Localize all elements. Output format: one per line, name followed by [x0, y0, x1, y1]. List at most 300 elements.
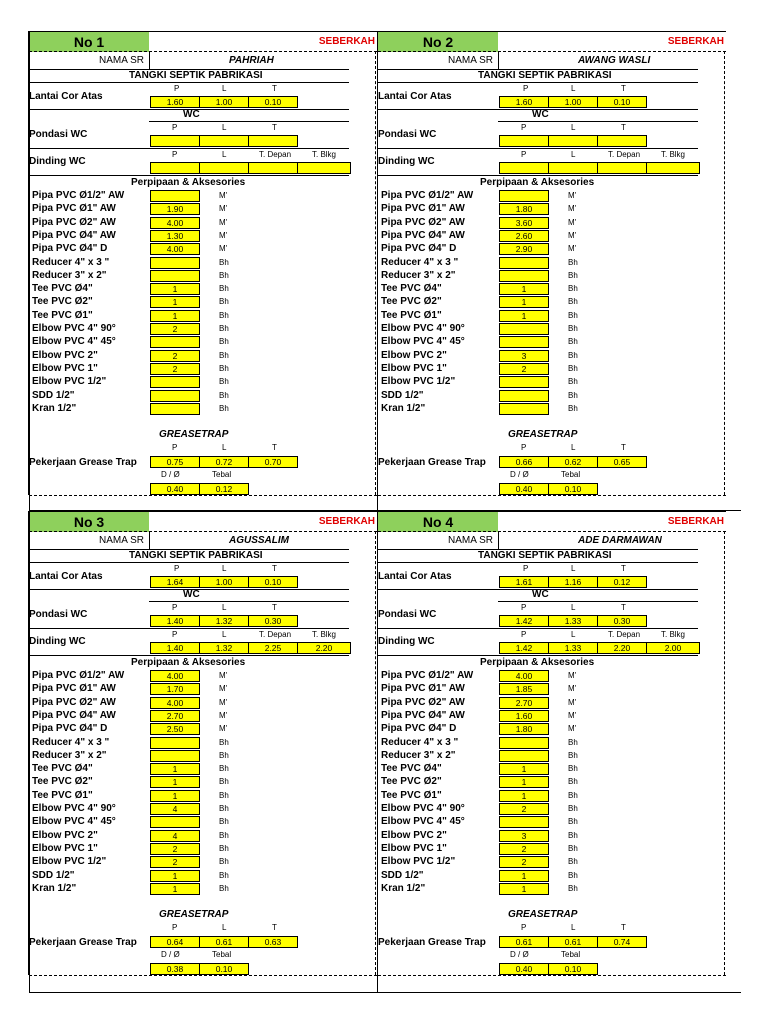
item-row: [29, 202, 329, 215]
grease-t-cell[interactable]: 0.63: [248, 936, 298, 948]
dinding-p-cell[interactable]: [499, 162, 549, 174]
grease-t-cell[interactable]: 0.70: [248, 456, 298, 468]
item-qty-cell[interactable]: 4.00: [499, 670, 549, 682]
grease-do-cell[interactable]: 0.40: [150, 483, 200, 495]
item-qty-cell[interactable]: 4: [150, 830, 200, 842]
pondasi-l-cell[interactable]: 1.33: [548, 615, 598, 627]
grease-p-header: P: [172, 923, 178, 932]
item-row: [378, 349, 678, 362]
grease-tebal-cell[interactable]: 0.10: [548, 483, 598, 495]
item-unit: Bh: [568, 377, 578, 387]
item-qty-cell[interactable]: 1.70: [150, 683, 200, 695]
item-name: Tee PVC Ø1": [32, 309, 93, 321]
item-name: Tee PVC Ø4": [381, 763, 442, 775]
item-unit: Bh: [568, 857, 578, 867]
item-row: [29, 762, 329, 775]
item-row: [378, 682, 678, 695]
item-qty-cell[interactable]: 1.80: [499, 203, 549, 215]
item-qty-cell[interactable]: 1: [150, 790, 200, 802]
item-qty-cell[interactable]: 2: [150, 363, 200, 375]
item-unit: Bh: [219, 350, 229, 360]
grease-tebal-cell[interactable]: 0.12: [199, 483, 249, 495]
item-name: SDD 1/2": [32, 389, 75, 401]
lantai-p-cell[interactable]: 1.60: [150, 96, 200, 108]
seberkah-tag: SEBERKAH: [667, 36, 724, 47]
dinding-p-header: P: [172, 150, 178, 159]
item-row: [378, 815, 678, 828]
item-name: Pipa PVC Ø1/2" AW: [381, 190, 474, 201]
lantai-t-header: T: [621, 564, 626, 573]
item-qty-cell[interactable]: 1: [499, 776, 549, 788]
item-name: Tee PVC Ø1": [381, 309, 442, 321]
grease-do-header: D / Ø: [510, 950, 529, 959]
item-row: [29, 882, 329, 895]
item-name: Pipa PVC Ø4" AW: [381, 229, 465, 241]
grease-tebal-cell[interactable]: 0.10: [548, 963, 598, 975]
item-qty-cell[interactable]: [150, 816, 200, 828]
item-qty-cell[interactable]: 1: [499, 310, 549, 322]
item-qty-cell[interactable]: 2.50: [150, 723, 200, 735]
header-underline: [29, 51, 377, 52]
item-name: Kran 1/2": [381, 882, 426, 894]
item-qty-cell[interactable]: [499, 336, 549, 348]
item-qty-cell[interactable]: 1: [150, 296, 200, 308]
item-row: [378, 709, 678, 722]
item-qty-cell[interactable]: 4.00: [150, 670, 200, 682]
lantai-t-cell[interactable]: 0.10: [597, 96, 647, 108]
grease-t-cell[interactable]: 0.74: [597, 936, 647, 948]
item-row: [29, 335, 329, 348]
item-row: [378, 389, 678, 402]
item-qty-cell[interactable]: [499, 390, 549, 402]
grease-p-header: P: [521, 443, 527, 452]
pondasi-p-cell[interactable]: [150, 135, 200, 147]
pondasi-p-cell[interactable]: [499, 135, 549, 147]
item-qty-cell[interactable]: 3: [499, 830, 549, 842]
item-name: Pipa PVC Ø2" AW: [381, 216, 465, 228]
item-qty-cell[interactable]: 1.80: [499, 723, 549, 735]
item-row: [378, 789, 678, 802]
grease-t-header: T: [621, 443, 626, 452]
lantai-t-cell[interactable]: 0.10: [248, 96, 298, 108]
item-unit: Bh: [219, 790, 229, 800]
item-unit: M': [219, 710, 228, 720]
dinding-tblkg-header: T. Blkg: [661, 630, 686, 639]
dinding-l-header: L: [571, 630, 576, 639]
lantai-p-cell[interactable]: 1.60: [499, 96, 549, 108]
item-name: Pipa PVC Ø4" AW: [381, 709, 465, 721]
block-number: No 3: [29, 512, 149, 532]
item-row: [29, 669, 329, 682]
lantai-label: Lantai Cor Atas: [29, 571, 103, 582]
dinding-tblkg-header: T. Blkg: [661, 150, 686, 159]
item-qty-cell[interactable]: 1: [150, 283, 200, 295]
item-qty-cell[interactable]: 2: [499, 843, 549, 855]
dinding-l-header: L: [571, 150, 576, 159]
dinding-l-cell[interactable]: 1.32: [199, 642, 249, 654]
item-qty-cell[interactable]: 1: [499, 870, 549, 882]
item-unit: Bh: [568, 403, 578, 413]
grease-p-cell[interactable]: 0.61: [499, 936, 549, 948]
item-row: [378, 749, 678, 762]
item-row: [29, 709, 329, 722]
item-qty-cell[interactable]: 2: [150, 843, 200, 855]
customer-name: PAHRIAH: [229, 55, 274, 66]
item-row: [378, 229, 678, 242]
item-row: [29, 269, 329, 282]
item-row: [378, 189, 678, 202]
item-name: Elbow PVC 4" 90°: [32, 323, 116, 334]
item-qty-cell[interactable]: 2: [150, 350, 200, 362]
grease-l-cell[interactable]: 0.61: [199, 936, 249, 948]
pondasi-l-cell[interactable]: [199, 135, 249, 147]
item-qty-cell[interactable]: 2: [150, 323, 200, 335]
dinding-tblkg-cell[interactable]: 2.20: [297, 642, 351, 654]
block-right-border: [724, 531, 725, 975]
dinding-tdepan-header: T. Depan: [259, 630, 292, 639]
item-qty-cell[interactable]: [150, 376, 200, 388]
item-unit: Bh: [568, 270, 578, 280]
grease-l-cell[interactable]: 0.72: [199, 456, 249, 468]
perpipaan-heading: Perpipaan & Aksesories: [480, 657, 595, 668]
item-row: [378, 669, 678, 682]
item-name: Elbow PVC 1": [381, 842, 447, 854]
pondasi-l-cell[interactable]: [548, 135, 598, 147]
item-qty-cell[interactable]: [150, 336, 200, 348]
item-unit: Bh: [568, 870, 578, 880]
item-row: [378, 202, 678, 215]
page-middle-line: [29, 510, 741, 511]
item-qty-cell[interactable]: 1.90: [150, 203, 200, 215]
item-unit: M': [568, 697, 577, 707]
item-unit: Bh: [568, 764, 578, 774]
block-header: [378, 31, 726, 52]
item-qty-cell[interactable]: [150, 390, 200, 402]
wc-underline: [498, 601, 698, 602]
lantai-p-cell[interactable]: 1.64: [150, 576, 200, 588]
item-name: Elbow PVC 4" 90°: [381, 323, 465, 334]
item-name: Tee PVC Ø2": [381, 296, 442, 308]
lantai-p-cell[interactable]: 1.61: [499, 576, 549, 588]
lantai-l-cell[interactable]: 1.00: [199, 96, 249, 108]
item-unit: M': [219, 697, 228, 707]
item-row: [29, 722, 329, 735]
lantai-l-cell[interactable]: 1.00: [199, 576, 249, 588]
item-unit: M': [568, 217, 577, 227]
item-unit: Bh: [568, 843, 578, 853]
lantai-l-cell[interactable]: 1.00: [548, 96, 598, 108]
pondasi-t-cell[interactable]: [597, 135, 647, 147]
item-unit: Bh: [219, 284, 229, 294]
dinding-p-cell[interactable]: 1.42: [499, 642, 549, 654]
tangki-underline: [378, 562, 698, 563]
item-qty-cell[interactable]: 1: [499, 283, 549, 295]
item-qty-cell[interactable]: 1: [150, 310, 200, 322]
item-qty-cell[interactable]: 1: [499, 790, 549, 802]
item-qty-cell[interactable]: 1: [499, 883, 549, 895]
perpipaan-heading: Perpipaan & Aksesories: [131, 177, 246, 188]
dinding-p-header: P: [521, 630, 527, 639]
tangki-underline: [29, 562, 349, 563]
perpipaan-heading: Perpipaan & Aksesories: [480, 177, 595, 188]
item-qty-cell[interactable]: 2: [150, 856, 200, 868]
item-qty-cell[interactable]: 1.60: [499, 710, 549, 722]
item-row: [378, 402, 678, 415]
item-qty-cell[interactable]: 1: [150, 883, 200, 895]
item-unit: M': [568, 724, 577, 734]
item-qty-cell[interactable]: 1: [150, 776, 200, 788]
pondasi-underline: [29, 628, 349, 629]
grease-label: Pekerjaan Grease Trap: [378, 457, 486, 468]
item-qty-cell[interactable]: 1: [150, 763, 200, 775]
item-name: Pipa PVC Ø1" AW: [32, 203, 116, 215]
item-name: Pipa PVC Ø1" AW: [32, 683, 116, 695]
item-qty-cell[interactable]: 4.00: [150, 243, 200, 255]
item-qty-cell[interactable]: [499, 257, 549, 269]
grease-do-cell[interactable]: 0.40: [499, 963, 549, 975]
seberkah-tag: SEBERKAH: [667, 516, 724, 527]
grease-p-cell[interactable]: 0.66: [499, 456, 549, 468]
item-qty-cell[interactable]: 2.60: [499, 230, 549, 242]
item-unit: Bh: [219, 843, 229, 853]
lantai-p-header: P: [523, 564, 529, 573]
item-row: [29, 802, 329, 815]
item-row: [29, 282, 329, 295]
item-qty-cell[interactable]: [150, 257, 200, 269]
item-qty-cell[interactable]: [150, 750, 200, 762]
item-row: [29, 242, 329, 255]
wc-heading: WC: [532, 589, 549, 600]
item-name: Tee PVC Ø4": [32, 763, 93, 775]
grease-t-cell[interactable]: 0.65: [597, 456, 647, 468]
item-name: Pipa PVC Ø1/2" AW: [32, 670, 125, 681]
item-name: Pipa PVC Ø1/2" AW: [32, 190, 125, 201]
item-row: [29, 309, 329, 322]
item-qty-cell[interactable]: 1.30: [150, 230, 200, 242]
item-unit: M': [219, 204, 228, 214]
wc-underline: [149, 121, 349, 122]
item-name: Tee PVC Ø2": [381, 776, 442, 788]
item-qty-cell[interactable]: 4: [150, 803, 200, 815]
grease-p-cell[interactable]: 0.75: [150, 456, 200, 468]
item-unit: Bh: [219, 777, 229, 787]
item-unit: M': [219, 684, 228, 694]
item-name: Kran 1/2": [381, 402, 426, 414]
seberkah-tag: SEBERKAH: [318, 36, 375, 47]
lantai-l-header: L: [571, 84, 576, 93]
item-name: Elbow PVC 4" 45°: [32, 816, 116, 828]
item-unit: Bh: [568, 363, 578, 373]
nama-sr-label: NAMA SR: [448, 55, 494, 66]
tangki-heading: TANGKI SEPTIK PABRIKASI: [129, 70, 263, 81]
dinding-tdepan-header: T. Depan: [259, 150, 292, 159]
item-qty-cell[interactable]: [499, 270, 549, 282]
item-name: Kran 1/2": [32, 402, 77, 414]
block-number: No 1: [29, 32, 149, 52]
item-qty-cell[interactable]: [499, 323, 549, 335]
item-qty-cell[interactable]: 2: [499, 856, 549, 868]
item-qty-cell[interactable]: [150, 270, 200, 282]
item-row: [378, 282, 678, 295]
nama-sr-divider: [149, 531, 150, 549]
pondasi-label: Pondasi WC: [29, 609, 88, 620]
grease-tebal-header: Tebal: [561, 470, 581, 479]
wc-heading: WC: [183, 589, 200, 600]
item-qty-cell[interactable]: 1: [499, 763, 549, 775]
dinding-tblkg-cell[interactable]: [297, 162, 351, 174]
item-row: [29, 256, 329, 269]
dinding-l-cell[interactable]: [199, 162, 249, 174]
grease-do-header: D / Ø: [161, 470, 180, 479]
item-name: Pipa PVC Ø4" D: [381, 243, 457, 255]
dinding-tblkg-cell[interactable]: 2.00: [646, 642, 700, 654]
lantai-l-header: L: [222, 84, 227, 93]
item-unit: Bh: [568, 883, 578, 893]
dinding-p-header: P: [172, 630, 178, 639]
dinding-tdepan-cell[interactable]: [248, 162, 298, 174]
grease-l-cell[interactable]: 0.62: [548, 456, 598, 468]
item-qty-cell[interactable]: 2.90: [499, 243, 549, 255]
dinding-tblkg-header: T. Blkg: [312, 630, 337, 639]
data-block-1: [29, 31, 377, 513]
item-unit: M': [219, 724, 228, 734]
item-row: [29, 322, 329, 335]
item-qty-cell[interactable]: [499, 190, 549, 202]
lantai-t-cell[interactable]: 0.12: [597, 576, 647, 588]
item-name: Pipa PVC Ø2" AW: [32, 216, 116, 228]
item-name: Reducer 4" x 3 ": [32, 256, 110, 268]
item-qty-cell[interactable]: [150, 737, 200, 749]
item-qty-cell[interactable]: 2: [499, 803, 549, 815]
header-underline: [378, 531, 726, 532]
item-unit: Bh: [219, 270, 229, 280]
item-qty-cell[interactable]: 2.70: [150, 710, 200, 722]
pondasi-t-cell[interactable]: [248, 135, 298, 147]
pondasi-l-header: L: [571, 123, 576, 132]
data-block-4: [378, 511, 726, 993]
dinding-tblkg-cell[interactable]: [646, 162, 700, 174]
pondasi-t-header: T: [272, 123, 277, 132]
item-qty-cell[interactable]: 2: [499, 363, 549, 375]
item-qty-cell[interactable]: 4.00: [150, 217, 200, 229]
pondasi-t-header: T: [272, 603, 277, 612]
item-name: Elbow PVC 2": [381, 349, 447, 361]
dinding-tblkg-header: T. Blkg: [312, 150, 337, 159]
tangki-heading: TANGKI SEPTIK PABRIKASI: [129, 550, 263, 561]
item-qty-cell[interactable]: [499, 376, 549, 388]
pondasi-l-header: L: [222, 603, 227, 612]
pondasi-t-cell[interactable]: 0.30: [248, 615, 298, 627]
item-name: Reducer 4" x 3 ": [381, 256, 459, 268]
wc-underline: [498, 121, 698, 122]
item-qty-cell[interactable]: 1: [150, 870, 200, 882]
lantai-l-cell[interactable]: 1.16: [548, 576, 598, 588]
dinding-p-cell[interactable]: [150, 162, 200, 174]
dinding-tdepan-cell[interactable]: 2.25: [248, 642, 298, 654]
item-qty-cell[interactable]: [499, 750, 549, 762]
item-unit: Bh: [219, 750, 229, 760]
item-row: [29, 815, 329, 828]
dinding-tdepan-cell[interactable]: 2.20: [597, 642, 647, 654]
pondasi-p-cell[interactable]: 1.42: [499, 615, 549, 627]
item-qty-cell[interactable]: [499, 737, 549, 749]
pondasi-t-cell[interactable]: 0.30: [597, 615, 647, 627]
item-unit: M': [568, 244, 577, 254]
item-row: [29, 775, 329, 788]
item-qty-cell[interactable]: [150, 190, 200, 202]
item-row: [29, 402, 329, 415]
pondasi-p-header: P: [172, 123, 178, 132]
item-row: [378, 722, 678, 735]
item-qty-cell[interactable]: [499, 403, 549, 415]
item-unit: M': [568, 204, 577, 214]
item-qty-cell[interactable]: 3: [499, 350, 549, 362]
pondasi-l-cell[interactable]: 1.32: [199, 615, 249, 627]
dinding-l-cell[interactable]: 1.33: [548, 642, 598, 654]
pondasi-p-cell[interactable]: 1.40: [150, 615, 200, 627]
lantai-l-header: L: [222, 564, 227, 573]
item-name: Reducer 4" x 3 ": [32, 736, 110, 748]
block-header: [29, 31, 377, 52]
item-qty-cell[interactable]: 1.85: [499, 683, 549, 695]
item-row: [29, 682, 329, 695]
item-name: Pipa PVC Ø4" D: [32, 723, 108, 735]
item-row: [378, 762, 678, 775]
item-qty-cell[interactable]: [499, 816, 549, 828]
item-name: Elbow PVC 1/2": [32, 376, 107, 388]
item-name: Reducer 3" x 2": [381, 749, 456, 761]
pondasi-p-header: P: [521, 123, 527, 132]
grease-l-cell[interactable]: 0.61: [548, 936, 598, 948]
item-qty-cell[interactable]: 1: [499, 296, 549, 308]
item-qty-cell[interactable]: 2.70: [499, 697, 549, 709]
grease-do-header: D / Ø: [161, 950, 180, 959]
dinding-tdepan-cell[interactable]: [597, 162, 647, 174]
grease-p-cell[interactable]: 0.64: [150, 936, 200, 948]
lantai-t-cell[interactable]: 0.10: [248, 576, 298, 588]
dinding-p-cell[interactable]: 1.40: [150, 642, 200, 654]
grease-tebal-cell[interactable]: 0.10: [199, 963, 249, 975]
wc-underline: [149, 601, 349, 602]
item-qty-cell[interactable]: 3.60: [499, 217, 549, 229]
item-qty-cell[interactable]: 4.00: [150, 697, 200, 709]
grease-do-cell[interactable]: 0.38: [150, 963, 200, 975]
item-row: [378, 256, 678, 269]
item-row: [29, 789, 329, 802]
item-row: [29, 869, 329, 882]
dinding-l-cell[interactable]: [548, 162, 598, 174]
dinding-p-header: P: [521, 150, 527, 159]
item-qty-cell[interactable]: [150, 403, 200, 415]
item-name: Elbow PVC 2": [32, 349, 98, 361]
item-unit: Bh: [219, 257, 229, 267]
dinding-underline: [29, 175, 349, 176]
item-name: Elbow PVC 2": [381, 829, 447, 841]
grease-do-cell[interactable]: 0.40: [499, 483, 549, 495]
greasetrap-heading: GREASETRAP: [508, 909, 578, 920]
lantai-l-header: L: [571, 564, 576, 573]
page-left-line: [29, 31, 30, 993]
item-unit: Bh: [219, 390, 229, 400]
block-bottom-border: [29, 495, 377, 496]
item-row: [29, 829, 329, 842]
dinding-underline: [378, 655, 698, 656]
dinding-l-header: L: [222, 630, 227, 639]
item-unit: Bh: [219, 804, 229, 813]
item-unit: M': [568, 710, 577, 720]
lantai-p-header: P: [523, 84, 529, 93]
item-unit: Bh: [219, 310, 229, 320]
